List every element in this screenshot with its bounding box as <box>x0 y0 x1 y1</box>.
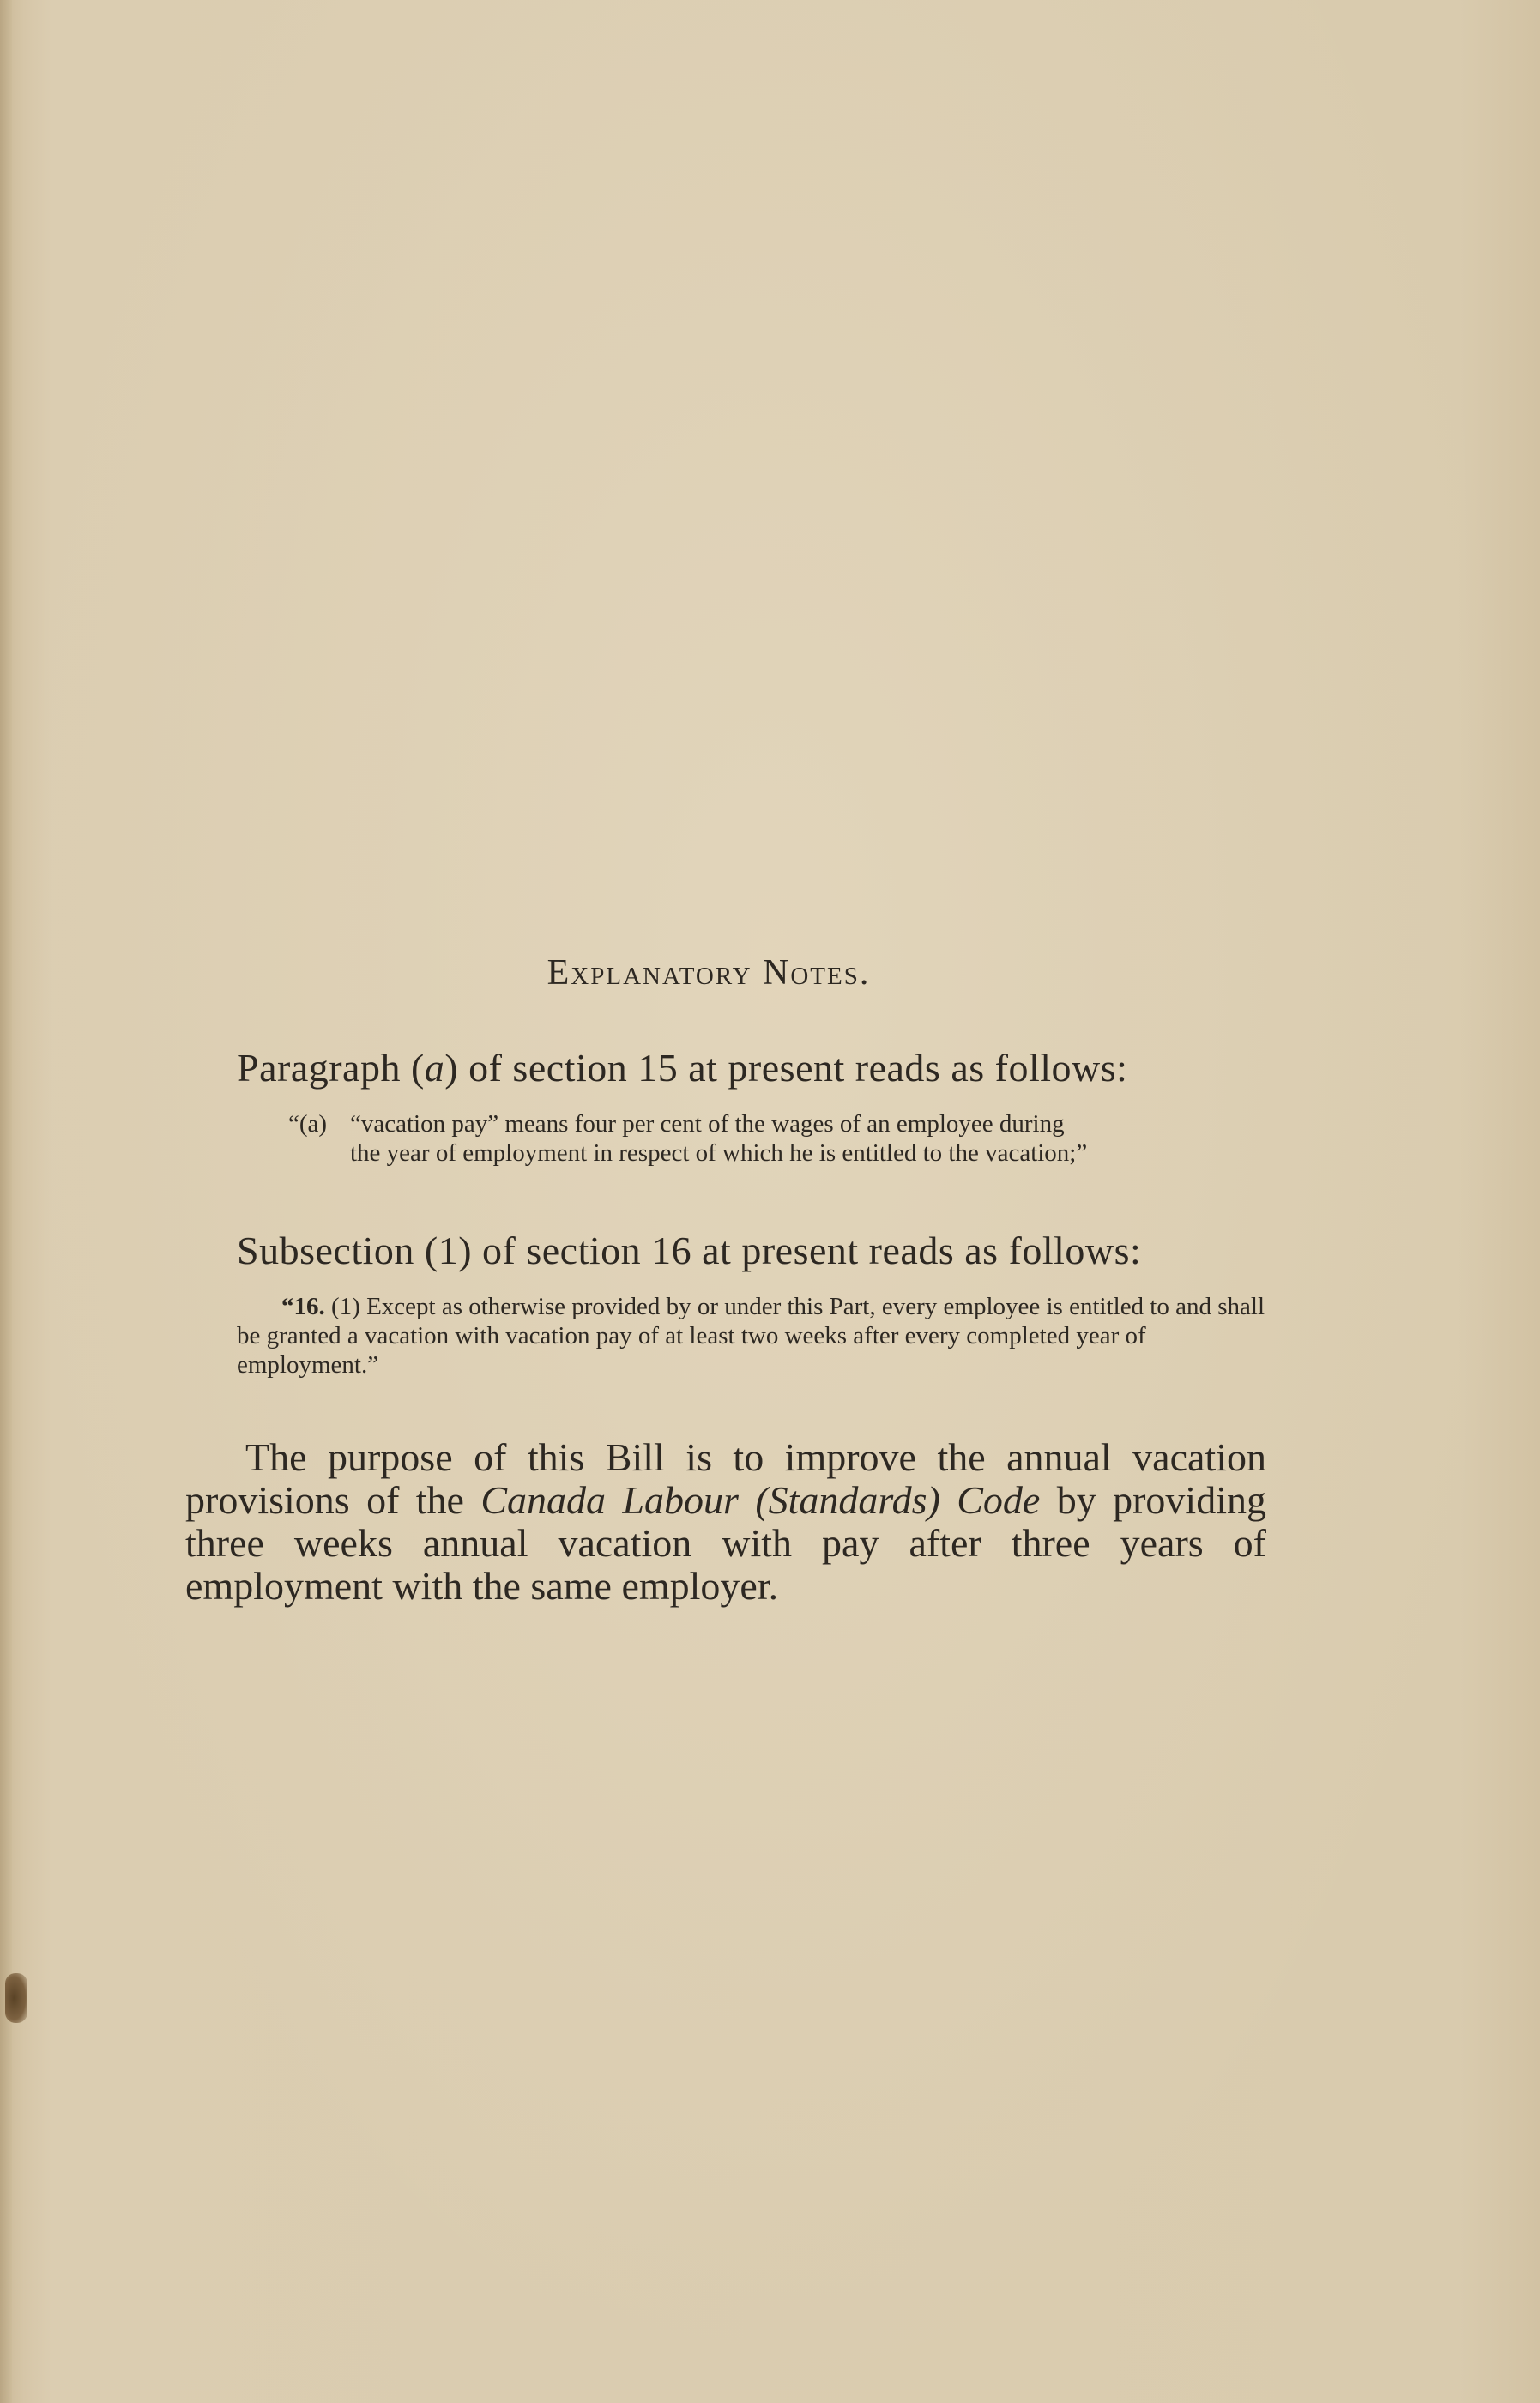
quote-label: “(a) <box>288 1110 328 1138</box>
heading-post: ) of section 15 at present reads as follows: <box>444 1046 1128 1090</box>
section-number: “16. <box>281 1293 325 1320</box>
binding-edge <box>0 0 12 2403</box>
notes-title: Explanatory Notes. <box>547 953 871 993</box>
quote-line-1: “vacation pay” means four per cent of the wages of an employee during <box>350 1110 1065 1138</box>
binding-stain <box>5 1973 27 2023</box>
purpose-pre: The purpose of this Bill is to improve the annual vacation provisions of the <box>185 1435 1266 1522</box>
heading-letter: a <box>424 1046 445 1090</box>
subsection-1-quote <box>237 1292 1266 1380</box>
quote-continuation: the year of employment in respect of which he is entitled to the vacation;” <box>350 1139 1088 1167</box>
paragraph-a-heading <box>237 1045 1266 1090</box>
explanatory-notes <box>185 952 1266 1608</box>
heading-pre: Paragraph ( <box>237 1046 425 1090</box>
purpose-paragraph <box>185 1436 1266 1608</box>
act-name: Canada Labour (Standards) Code <box>480 1478 1041 1522</box>
quote-text: (1) Except as otherwise provided by or under this Part, every employee is entitled to and shall be granted a vacation with vacation pay of at least two weeks after every completed year of employment.” <box>237 1293 1265 1379</box>
purpose-post: by providing three weeks annual vacation with pay after three years of employment with the same employer. <box>185 1478 1266 1608</box>
subsection-1-heading: Subsection (1) of section 16 at present reads as follows: <box>237 1229 1142 1272</box>
paragraph-a-quote <box>288 1109 1266 1168</box>
